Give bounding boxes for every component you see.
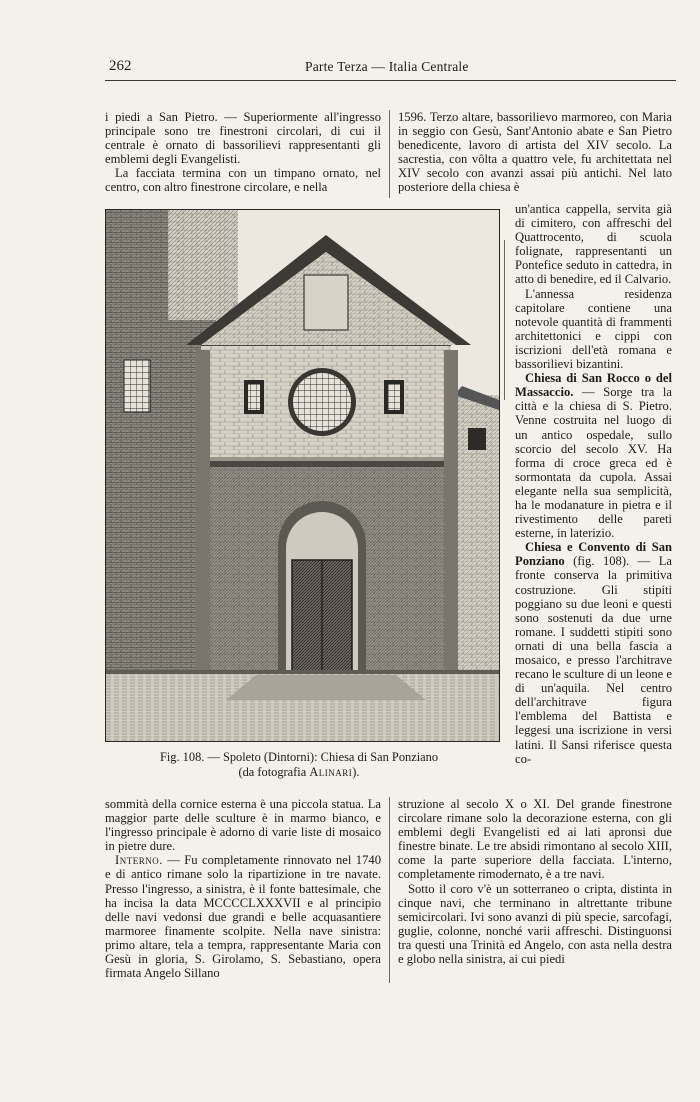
text-bottom-right (398, 797, 672, 966)
paragraph: sommità della cornice esterna è una piccola statua. La maggior parte delle sculture è in marmo bianco, e l'ingresso principale è adorno di varie liste di mosaico in pietre dure. (105, 797, 381, 854)
paragraph: La facciata termina con un timpano ornato, nel centro, con altro finestrone circolare, e nella (105, 166, 381, 195)
paragraph: struzione al secolo X o XI. Del grande finestrone circolare rimane solo la decorazione esterna, con gli emblemi degli Evangelisti ed ai lati apronsi due finestre binate. Le tre absidi rimontano al secolo XIII, come la parte superiore della facciata. L'interno, completamente rimodernato, è a tre navi. (398, 797, 672, 882)
running-title: Parte Terza — Italia Centrale (305, 59, 469, 74)
section-heading: Chiesa e Convento di San Ponziano (515, 540, 672, 569)
figure-engraving (105, 209, 500, 742)
caption-line (110, 765, 488, 780)
text-top-right (398, 110, 672, 195)
paragraph-text: (fig. 108). — La fronte conserva la primitiva costruzione. Gli stipiti poggiano su due leoni e questi sono sostenuti da due urne romane. I suddetti stipiti sono ornati di una bella fascia a mosaico, e presso l'architrave recano le sculture di un leone e di un'aquila. Nel centro dell'architrave figura l'emblema del Battista e leggesi una iscrizione in versi latini. Il Sansi riferisce questa co- (515, 554, 672, 766)
paragraph: i piedi a San Pietro. — Superiormente all'ingresso principale sono tre finestroni circolari, di cui il centrale è ornato di bassorilievi rappresentanti gli emblemi degli Evangelisti. (105, 110, 381, 167)
paragraph: un'antica cappella, servita già di cimitero, con affreschi del Quattrocento, di scuola folignate, rappresentanti un Pontefice seduto in cattedra, in atto di benedire, ed il Calvario. (515, 202, 672, 287)
church-facade-illustration (106, 210, 499, 741)
column-divider (389, 797, 390, 983)
caption-text: (da fotografia (238, 765, 310, 779)
running-header (105, 58, 676, 81)
paragraph: L'annessa residenza capitolare contiene una notevole quantità di frammenti architettonici e cippi con iscrizioni dell'età romana e bassorilievi bizantini. (515, 286, 672, 372)
column-divider (389, 110, 390, 198)
text-side-column (515, 202, 672, 766)
paragraph (515, 540, 672, 766)
paragraph: 1596. Terzo altare, bassorilievo marmoreo, con Maria in seggio con Gesù, Sant'Antonio abate e San Pietro benedicente, lavoro di artista del XIV secolo. La sacrestia, con vôlta a quattro vele, fu architettata nel XIV secolo con avanzi assai più antichi. Nel lato posteriore della chiesa è (398, 110, 672, 195)
caption-text: ). (352, 765, 360, 779)
paragraph (515, 371, 672, 540)
paragraph-text: — Fu completamente rinnovato nel 1740 e di antico rimane solo la ripartizione in tre navate. Presso l'ingresso, a sinistra, è il fonte battesimale, che ha incisa la data MCCCCLXXXVII e al principio delle navi vedonsi due grandi e belle acquasantiere marmoree finamente scolpite. Nella nave sinistra: primo altare, tela a tempra, rappresentante Maria con Gesù in gloria, S. Girolamo, S. Sebastiano, opera firmata Angelo Sillano (105, 853, 381, 981)
paragraph (105, 853, 381, 980)
text-top-left (105, 110, 381, 195)
figure-caption (110, 750, 488, 780)
caption-line: Fig. 108. — Spoleto (Dintorni): Chiesa di San Ponziano (159, 750, 439, 764)
photo-credit: Alinari (309, 765, 353, 779)
paragraph: Sotto il coro v'è un sotterraneo o cripta, distinta in cinque navi, che terminano in altrettante tribune semicircolari. Ivi sono avanzi di più specie, sarcofagi, guglie, colonne, nonché varii affreschi. Distinguonsi tra questi una Trinità ed Angelo, con asta nella destra e globo nella sinistra, ai cui piedi (398, 881, 672, 967)
paragraph-text: — Sorge tra la città e la chiesa di S. Pietro. Venne costruita nel luogo di un antico ospedale, sullo scorcio del secolo XV. Ha forma di croce greca ed è sormontata da cupola. Assai elegante nella sua semplicità, ha le modanature in pietra e il rivestimento delle pareti esterne, in laterizio. (515, 385, 672, 541)
page-number: 262 (109, 58, 132, 74)
section-heading: Chiesa di San Rocco o del Massaccio. (515, 371, 672, 400)
column-divider (504, 240, 505, 400)
section-heading: Interno. (115, 853, 163, 868)
text-bottom-left (105, 797, 381, 980)
